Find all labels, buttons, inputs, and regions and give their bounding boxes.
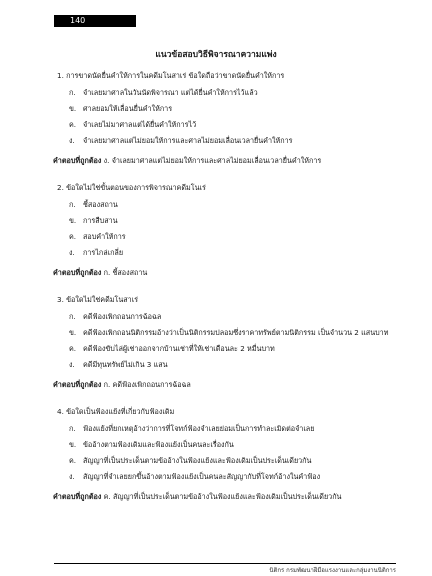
question-text: 4. ข้อใดเป็นฟ้องแย้งที่เกี่ยวกับฟ้องเดิม xyxy=(57,407,175,416)
option-marker: ค. xyxy=(69,456,77,465)
option xyxy=(69,247,396,258)
option xyxy=(69,199,396,210)
page-number: 140 xyxy=(70,16,86,25)
option xyxy=(69,231,396,242)
option-text: ศาลยอมให้เลื่อนยื่นคำให้การ xyxy=(83,104,173,113)
option-marker: ค. xyxy=(69,120,77,129)
option xyxy=(69,103,396,114)
question-block-4 xyxy=(53,406,396,502)
answer-line xyxy=(53,155,396,166)
option-marker: ง. xyxy=(69,472,75,481)
footer-text: นิติกร กรมพัฒนาฝีมือแรงงานและกลุ่มงานนิติการ xyxy=(269,567,396,574)
option-text: สัญญาที่เป็นประเด็นตามข้ออ้างในฟ้องแย้งและฟ้องเดิมเป็นประเด็นเดียวกัน xyxy=(83,456,312,465)
option-marker: ข. xyxy=(69,440,77,449)
question-block-1 xyxy=(53,70,396,166)
answer-line xyxy=(53,267,396,278)
option xyxy=(69,327,396,338)
option-text: สอบคำให้การ xyxy=(83,232,126,241)
answer-label: คำตอบที่ถูกต้อง xyxy=(53,156,102,165)
option-text: คดีฟ้องขับไล่ผู้เช่าออกจากบ้านเช่าที่ให้เช่าเดือนละ 2 หมื่นบาท xyxy=(83,344,275,353)
page-number-bar xyxy=(54,15,136,27)
option-text: คดีฟ้องเพิกถอนการฉ้อฉล xyxy=(83,312,162,321)
answer-line xyxy=(53,379,396,390)
option-text: การไกล่เกลี่ย xyxy=(83,248,124,257)
option-text: คดีฟ้องเพิกถอนนิติกรรมอ้างว่าเป็นนิติกรรมปลอมซึ่งราคาทรัพย์ตามนิติกรรม เป็นจำนวน 2 แสนบาท xyxy=(83,328,389,337)
answer-text: ค. สัญญาที่เป็นประเด็นตามข้ออ้างในฟ้องแย้งและฟ้องเดิมเป็นประเด็นเดียวกัน xyxy=(103,492,342,501)
option xyxy=(69,311,396,322)
answer-text: ก. ชี้สองสถาน xyxy=(103,268,148,277)
option-text: ข้ออ้างตามฟ้องเดิมและฟ้องแย้งเป็นคนละเรื่องกัน xyxy=(83,440,234,449)
option-text: จำเลยไม่มาศาลแต่ได้ยื่นคำให้การไว้ xyxy=(83,120,197,129)
option-marker: ง. xyxy=(69,136,75,145)
question-list xyxy=(53,70,396,518)
option-marker: ง. xyxy=(69,248,75,257)
option xyxy=(69,215,396,226)
answer-label: คำตอบที่ถูกต้อง xyxy=(53,492,102,501)
option-marker: ก. xyxy=(69,312,76,321)
answer-line xyxy=(53,491,396,502)
option xyxy=(69,87,396,98)
option-text: ชี้สองสถาน xyxy=(83,200,118,209)
question-block-3 xyxy=(53,294,396,390)
option-marker: ก. xyxy=(69,88,76,97)
answer-text: ก. คดีฟ้องเพิกถอนการฉ้อฉล xyxy=(103,380,191,389)
option-marker: ข. xyxy=(69,104,77,113)
option-marker: ก. xyxy=(69,200,76,209)
option xyxy=(69,439,396,450)
option-text: การสืบสาน xyxy=(83,216,118,225)
option-text: สัญญาที่จำเลยยกขึ้นอ้างตามฟ้องแย้งเป็นคนละสัญญากับที่โจทก์อ้างในคำฟ้อง xyxy=(83,472,321,481)
option xyxy=(69,343,396,354)
option xyxy=(69,455,396,466)
option-text: ฟ้องแย้งที่ยกเหตุอ้างว่าการที่โจทก์ฟ้องจำเลยย่อมเป็นการทำละเมิดต่อจำเลย xyxy=(83,424,315,433)
option-text: จำเลยมาศาลแต่ไม่ยอมให้การและศาลไม่ยอมเลื่อนเวลายื่นคำให้การ xyxy=(83,136,293,145)
option-marker: ข. xyxy=(69,328,77,337)
option-text: จำเลยมาศาลในวันนัดพิจารณา แต่ได้ยื่นคำให้การไว้แล้ว xyxy=(83,88,258,97)
question-text: 3. ข้อใดไม่ใช่คดีมโนสาเร่ xyxy=(57,295,139,304)
question-text: 2. ข้อใดไม่ใช่ขั้นตอนของการพิจารณาคดีมโนเร่ xyxy=(57,183,206,192)
option-marker: ค. xyxy=(69,232,77,241)
option xyxy=(69,119,396,130)
option xyxy=(69,135,396,146)
question-text: 1. การขาดนัดยื่นคำให้การในคดีมโนสาเร่ ข้อใดถือว่าขาดนัดยื่นคำให้การ xyxy=(57,71,285,80)
question-block-2 xyxy=(53,182,396,278)
option xyxy=(69,423,396,434)
option-text: คดีมีทุนทรัพย์ไม่เกิน 3 แสน xyxy=(83,360,168,369)
page-title: แนวข้อสอบวิธีพิจารณาความแพ่ง xyxy=(155,50,277,60)
answer-text: ง. จำเลยมาศาลแต่ไม่ยอมให้การและศาลไม่ยอมเลื่อนเวลายื่นคำให้การ xyxy=(103,156,322,165)
option-marker: ก. xyxy=(69,424,76,433)
footer-divider xyxy=(54,563,396,564)
answer-label: คำตอบที่ถูกต้อง xyxy=(53,380,102,389)
option-marker: ง. xyxy=(69,360,75,369)
option-marker: ค. xyxy=(69,344,77,353)
option xyxy=(69,359,396,370)
answer-label: คำตอบที่ถูกต้อง xyxy=(53,268,102,277)
option-marker: ข. xyxy=(69,216,77,225)
option xyxy=(69,471,396,482)
